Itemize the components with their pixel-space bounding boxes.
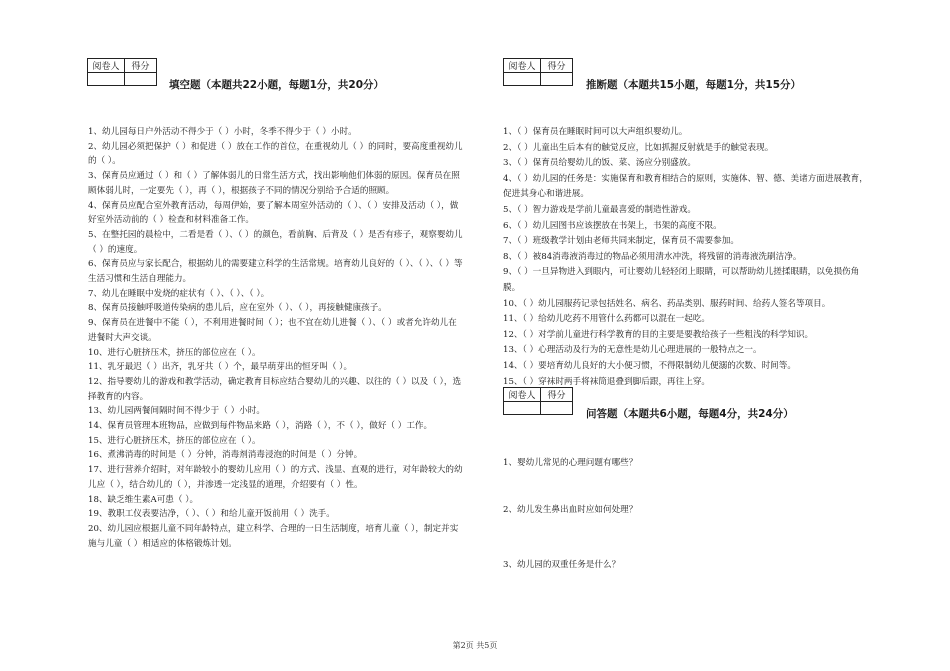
- reviewer-cell[interactable]: [504, 402, 541, 415]
- judge-question-9: 9、（ ）一旦异物进入到眼内，可让婴幼儿轻轻闭上眼睛，可以帮助幼儿搓揉眼睛，以免损伤角膜。: [503, 267, 860, 293]
- fill-question-2: 2、幼儿园必须把保护（ ）和促进（ ）放在工作的首位，在重视幼儿（ ）的同时，要高度重视幼儿的（ ）。: [88, 141, 463, 167]
- judge-question-15: 15、（ ）穿袜时两手将袜筒退叠到脚后跟，再往上穿。: [503, 376, 711, 387]
- judge-question-2: 2、（ ）儿童出生后本有的触觉反应，比如抓握反射就是手的触觉表现。: [503, 142, 774, 153]
- fill-question-7: 7、幼儿在睡眠中发烧的症状有（ ）、（ ）、（ ）。: [88, 288, 270, 299]
- essay-section-title: 问答题（本题共6小题，每题4分，共24分）: [586, 408, 794, 420]
- reviewer-label: 阅卷人: [88, 59, 125, 73]
- fill-question-4: 4、保育员应配合室外教育活动，每周伊始，要了解本周室外活动的（ ）、（ ）安排及活动（ ），做好室外活动前的（ ）检查和材料准备工作。: [88, 200, 459, 226]
- score-table-fill: [87, 58, 157, 86]
- fill-question-19: 19、教职工仪表要洁净，（ ）、（ ）和给儿童开饭前用（ ）洗手。: [88, 509, 335, 520]
- judge-question-5: 5、（ ）智力游戏是学前儿童最喜爱的制造性游戏。: [503, 204, 696, 215]
- reviewer-label: 阅卷人: [504, 59, 541, 73]
- score-label: 得分: [541, 388, 573, 402]
- essay-question-2: 2、幼儿发生鼻出血时应如何处理？: [503, 505, 638, 515]
- fill-question-20: 20、幼儿园应根据儿童不同年龄特点，建立科学、合理的一日生活制度，培育儿童（ ），制定并实施与儿童（ ）相适应的体格锻炼计划。: [88, 523, 459, 549]
- judge-question-13: 13、（ ）心理活动及行为的无意性是幼儿心理进展的一般特点之一。: [503, 345, 762, 356]
- judge-question-4: 4、（ ）幼儿园的任务是：实施保育和教育相结合的原则，实施体、智、德、美诸方面进展教育，促进其身心和谐进展。: [503, 173, 868, 200]
- score-cell[interactable]: [125, 73, 157, 86]
- fill-question-1: 1、幼儿园每日户外活动不得少于（ ）小时，冬季不得少于（ ）小时。: [88, 127, 357, 137]
- reviewer-cell[interactable]: [88, 73, 125, 86]
- judge-question-6: 6、（ ）幼儿园图书应该摆放在书架上，书架的高度不限。: [503, 220, 722, 231]
- fill-question-11: 11、乳牙最迟（ ）出齐，乳牙共（ ）个，最早萌芽出的恒牙叫（ ）。: [88, 362, 353, 373]
- fill-question-9: 9、保育员在进餐中不能（ ），不利用进餐时间（ ）；也不宜在幼儿进餐（ ）、（ ）或者允许幼儿在进餐时大声交谈。: [88, 318, 457, 343]
- essay-question-3: 3、幼儿园的双重任务是什么？: [503, 560, 621, 570]
- judge-question-1: 1、（ ）保育员在睡眠时间可以大声组织婴幼儿。: [503, 127, 688, 137]
- fill-question-12: 12、指导婴幼儿的游戏和教学活动，确定教育目标应结合婴幼儿的兴趣、以往的（ ）以及（ ），选择教育的内容。: [88, 376, 462, 402]
- fill-question-6: 6、保育员应与家长配合，根据幼儿的需要建立科学的生活常规。培育幼儿良好的（ ）、（ ）、（ ）等生活习惯和生活自理能力。: [88, 259, 463, 285]
- fill-question-8: 8、保育员接触呼吸道传染病的患儿后，应在室外（ ）、（ ），再接触健康孩子。: [88, 303, 387, 314]
- judge-section-title: 推断题（本题共15小题，每题1分，共15分）: [586, 79, 802, 91]
- fill-questions: [88, 125, 464, 551]
- judge-question-14: 14、（ ）要培育幼儿良好的大小便习惯，不得限制幼儿便溺的次数、时间等。: [503, 360, 796, 371]
- essay-question-1: 1、婴幼儿常见的心理问题有哪些？: [503, 458, 638, 468]
- score-cell[interactable]: [541, 402, 573, 415]
- score-label: 得分: [125, 59, 157, 73]
- judge-questions: [503, 125, 873, 390]
- fill-question-10: 10、进行心脏挤压术，挤压的部位应在（ ）。: [88, 347, 261, 358]
- fill-question-16: 16、煮沸消毒的时间是（ ）分钟，消毒剂消毒浸泡的时间是（ ）分钟。: [88, 450, 363, 461]
- score-label: 得分: [541, 59, 573, 73]
- reviewer-label: 阅卷人: [504, 388, 541, 402]
- fill-question-15: 15、进行心脏挤压术，挤压的部位应在（ ）。: [88, 435, 261, 446]
- fill-question-14: 14、保育员管理本班物品，应做到每件物品来路（ ），消路（ ），不（ ），做好（ ）工作。: [88, 421, 433, 432]
- judge-question-11: 11、（ ）给幼儿吃药不用管什么药都可以混在一起吃。: [503, 314, 711, 325]
- fill-question-3: 3、保育员应通过（ ）和（ ）了解体弱儿的日常生活方式，找出影响他们体弱的原因。保育员在照顾体弱儿时，一定要先（ ），再（ ），根据孩子不同的情况分别给予合适的照顾。: [88, 171, 460, 196]
- score-table-essay: [503, 387, 573, 415]
- fill-question-17: 17、进行营养介绍时，对年龄较小的婴幼儿应用（ ）的方式、浅显、直观的进行，对年龄较大的幼儿应（ ），结合幼儿的（ ），并渗透一定浅显的道理，介绍要有（ ）性。: [88, 465, 463, 490]
- fill-question-5: 5、在整托园的晨检中，二看是看（ ）、（ ）的颜色，看前胸、后背及（ ）是否有疹子，观察婴幼儿（ ）的速度。: [88, 229, 463, 255]
- judge-question-7: 7、（ ）班级教学计划由老师共同来制定，保育员不需要参加。: [503, 236, 739, 247]
- fill-question-13: 13、幼儿园两餐间隔时间不得少于（ ）小时。: [88, 406, 265, 417]
- judge-question-3: 3、（ ）保育员给婴幼儿的饭、菜、汤应分别盛放。: [503, 158, 696, 169]
- fill-section-title: 填空题（本题共22小题，每题1分，共20分）: [169, 79, 385, 91]
- score-cell[interactable]: [541, 73, 573, 86]
- judge-question-12: 12、（ ）对学前儿童进行科学教育的目的主要是要教给孩子一些粗浅的科学知识。: [503, 329, 814, 340]
- judge-question-8: 8、（ ）被84消毒液消毒过的物品必须用清水冲洗，将残留的消毒液洗刷洁净。: [503, 251, 802, 262]
- page-footer: 第2页 共5页: [452, 641, 498, 650]
- fill-question-18: 18、缺乏维生素A可患（ ）。: [88, 494, 199, 505]
- score-table-judge: [503, 58, 573, 86]
- reviewer-cell[interactable]: [504, 73, 541, 86]
- judge-question-10: 10、（ ）幼儿园服药记录包括姓名、病名、药品类别、服药时间、给药人签名等项目。: [503, 298, 831, 309]
